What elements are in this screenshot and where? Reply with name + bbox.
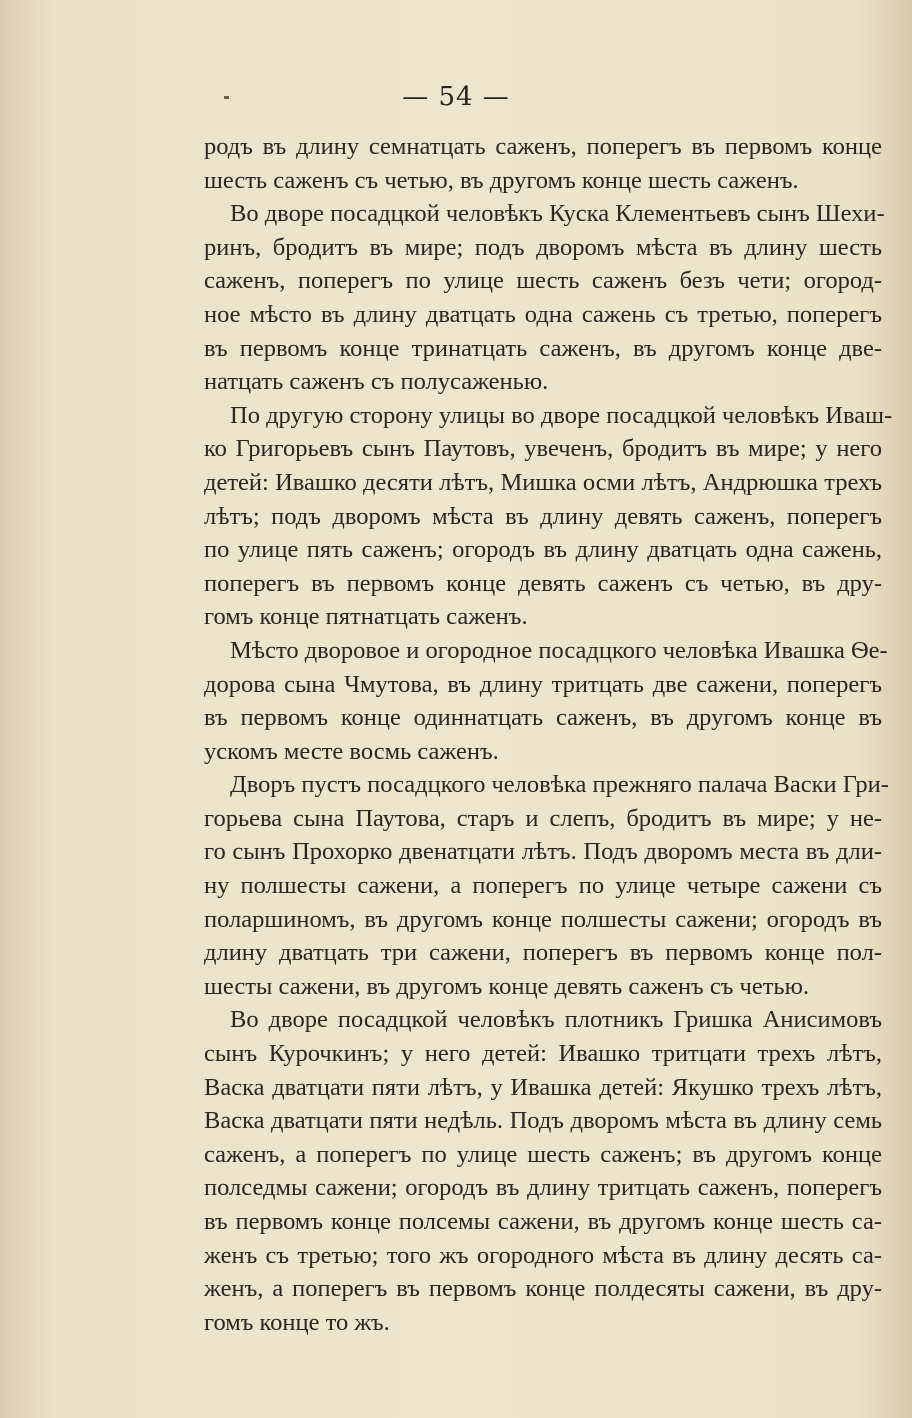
text-line: гомъ конце пятнатцать саженъ. [204, 603, 528, 631]
text-line: шесть саженъ съ четью, въ другомъ конце шесть саженъ. [204, 166, 799, 194]
text-line: женъ, а поперегъ въ первомъ конце полдесяты сажени, въ дру- [204, 1275, 882, 1303]
paragraph-first-line: По другую сторону улицы во дворе посадцкой человѣкъ Иваш- [230, 401, 893, 429]
text-line: въ первомъ конце полсемы сажени, въ другомъ конце шесть са- [204, 1208, 882, 1235]
page-body-text [204, 130, 893, 1339]
text-line: женъ съ третью; того жъ огородного мѣста въ длину десять са- [204, 1241, 882, 1269]
text-line: натцать саженъ съ полусаженью. [204, 368, 549, 396]
text-line: по улице пять саженъ; огородъ въ длину дватцать одна сажень, [204, 536, 882, 564]
text-line: Васка дватцати пяти недѣль. Подъ дворомъ мѣста въ длину семь [204, 1107, 882, 1135]
text-line: саженъ, поперегъ по улице шесть саженъ безъ чети; огород- [204, 267, 882, 295]
text-line: длину дватцать три сажени, поперегъ въ первомъ конце пол- [204, 939, 882, 967]
text-line: полседмы сажени; огородъ въ длину тритцать саженъ, поперегъ [204, 1174, 882, 1202]
text-line: гомъ конце то жъ. [204, 1308, 390, 1336]
text-line: ринъ, бродитъ въ мире; подъ дворомъ мѣста въ длину шесть [204, 233, 882, 261]
text-line: сынъ Курочкинъ; у него детей: Ивашко тритцати трехъ лѣтъ, [204, 1040, 882, 1068]
text-line: поперегъ въ первомъ конце девять саженъ съ четью, въ дру- [204, 569, 882, 597]
text-line: въ первомъ конце тринатцать саженъ, въ другомъ конце две- [204, 334, 882, 362]
page-number: — 54 — [402, 82, 510, 112]
text-line: лѣтъ; подъ дворомъ мѣста въ длину девять саженъ, поперегъ [204, 502, 882, 530]
text-line: ное мѣсто въ длину дватцать одна сажень съ третью, поперегъ [204, 300, 882, 328]
text-line: горьева сына Паутова, старъ и слепъ, бродитъ въ мире; у не- [204, 804, 882, 832]
text-line: шесты сажени, въ другомъ конце девять саженъ съ четью. [204, 972, 810, 1000]
text-line: дорова сына Чмутова, въ длину тритцать две сажени, поперегъ [204, 670, 882, 698]
text-line: родъ въ длину семнатцать саженъ, поперегъ въ первомъ конце [204, 133, 882, 160]
text-line: въ первомъ конце одиннатцать саженъ, въ другомъ конце въ [204, 704, 882, 732]
text-line: саженъ, а поперегъ по улице шесть саженъ; въ другомъ конце [204, 1140, 882, 1168]
text-line: ко Григорьевъ сынъ Паутовъ, увеченъ, бродитъ въ мире; у него [204, 435, 882, 463]
text-line: ну полшесты сажени, а поперегъ по улице четыре сажени съ [204, 872, 882, 900]
text-line: Васка дватцати пяти лѣтъ, у Ивашка детей: Якушко трехъ лѣтъ, [204, 1073, 882, 1101]
text-line: ускомъ месте восмь саженъ. [204, 737, 499, 765]
paragraph-first-line: Во дворе посадцкой человѣкъ плотникъ Гришка Анисимовъ [230, 1006, 882, 1034]
paragraph-first-line: Мѣсто дворовое и огородное посадцкого человѣка Ивашка Ѳе- [230, 636, 888, 664]
paragraph-first-line: Дворъ пустъ посадцкого человѣка прежняго палача Васки Гри- [230, 771, 889, 799]
paragraph-first-line: Во дворе посадцкой человѣкъ Куска Клементьевъ сынъ Шехи- [230, 200, 885, 228]
text-line: го сынъ Прохорко двенатцати лѣтъ. Подъ дворомъ места въ дли- [204, 838, 882, 866]
text-line: детей: Ивашко десяти лѣтъ, Мишка осми лѣтъ, Андрюшка трехъ [204, 468, 882, 496]
text-line: поларшиномъ, въ другомъ конце полшесты сажени; огородъ въ [204, 905, 882, 933]
